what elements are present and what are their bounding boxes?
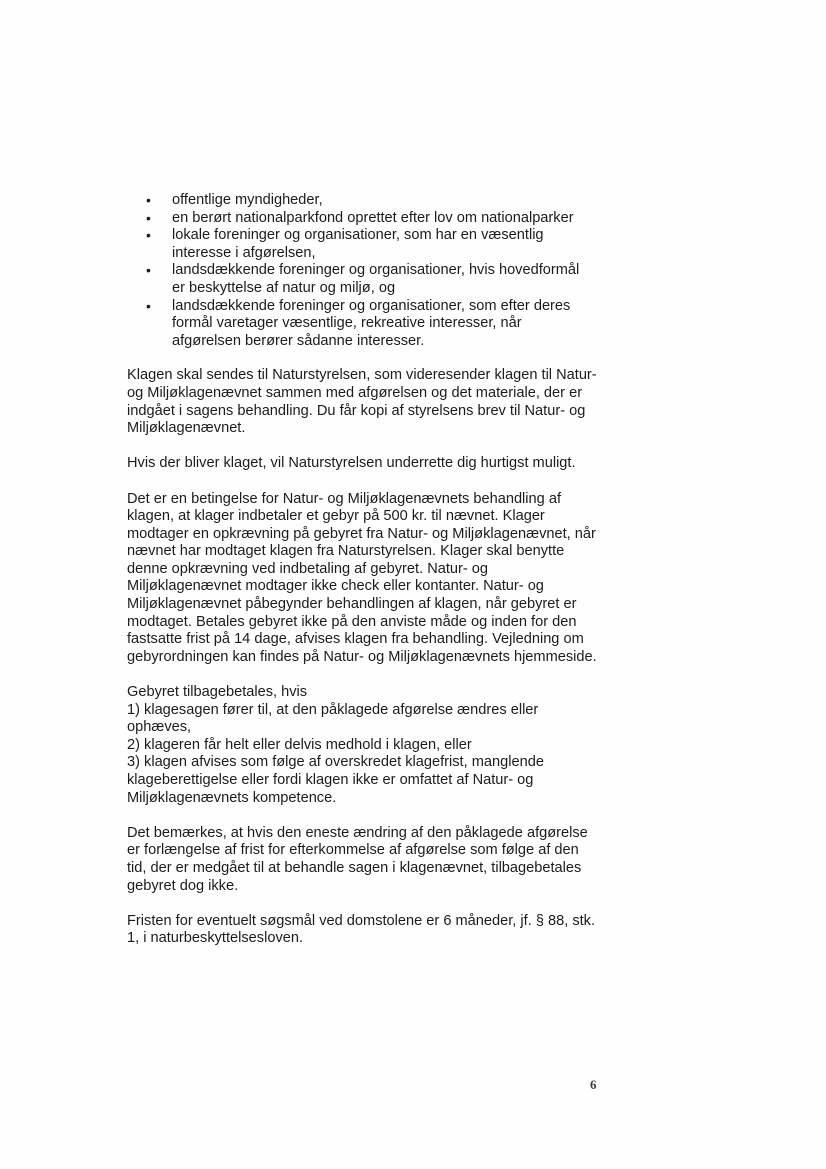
list-item (127, 210, 592, 228)
bullet-icon: • (146, 192, 151, 208)
list-item-text: offentlige myndigheder, (172, 192, 323, 208)
paragraph-exception: Det bemærkes, at hvis den eneste ændring af den påklagede afgørelse er forlængelse af frist for efterkommelse af afgørelse som følge af den tid, der er medgået til at behandle sagen i klagenævnet, tilbagebetales gebyret dog ikke. (127, 824, 588, 894)
bullet-icon: • (146, 262, 151, 279)
list-item-text: lokale foreninger og organisationer, som har en væsentlig interesse i afgørelsen, (172, 227, 544, 261)
paragraph-complaint-submission: Klagen skal sendes til Naturstyrelsen, som videresender klagen til Natur- og Miljøklagenævnet sammen med afgørelsen og det materiale, der er indgået i sagens behandling. Du får kopi af styrelsens brev til Natur- og Miljøklagenævnet. (127, 367, 597, 437)
list-item (127, 262, 592, 297)
refund-section (127, 684, 597, 807)
list-item-text: landsdækkende foreninger og organisationer, som efter deres formål varetager væsentlige, rekreative interesser, når afgørelsen berører sådanne interesser. (172, 297, 571, 349)
page-number: 6 (590, 1077, 597, 1092)
refund-intro: Gebyret tilbagebetales, hvis (127, 684, 308, 701)
bullet-icon: • (146, 209, 151, 226)
bullet-icon: • (146, 227, 151, 244)
bullet-icon: • (146, 297, 151, 314)
refund-item: 3) klagen afvises som følge af overskredet klagefrist, manglende klageberettigelse eller fordi klagen ikke er omfattet af Natur- og Miljøklagenævnets kompetence. (127, 754, 544, 806)
list-item-text: landsdækkende foreninger og organisationer, hvis hovedformål er beskyttelse af natur og miljø, og (172, 262, 580, 296)
refund-item: 2) klageren får helt eller delvis medhold i klagen, eller (127, 736, 472, 753)
document-body (127, 192, 597, 966)
paragraph-lawsuit-deadline: Fristen for eventuelt søgsmål ved domstolene er 6 måneder, jf. § 88, stk. 1, i naturbeskyttelsesloven. (127, 912, 596, 947)
list-item (127, 298, 592, 351)
list-item (127, 227, 592, 262)
paragraph-notification: Hvis der bliver klaget, vil Naturstyrelsen underrette dig hurtigst muligt. (127, 455, 576, 472)
paragraph-fee-conditions: Det er en betingelse for Natur- og Miljøklagenævnets behandling af klagen, at klager indbetaler et gebyr på 500 kr. til nævnet. Klager modtager en opkrævning på gebyret fra Natur- og Miljøklagenævnet, når nævnet har modtaget klagen fra Naturstyrelsen. Klager skal benytte denne opkrævning ved indbetaling af gebyret. Natur- og Miljøklagenævnet modtager ikke check eller kontanter. Natur- og Miljøklagenævnet påbegynder behandlingen af klagen, når gebyret er modtaget. Betales gebyret ikke på den anviste måde og inden for den fastsatte frist på 14 dage, afvises klagen fra behandling. Vejledning om gebyrordningen kan findes på Natur- og Miljøklagenævnets hjemmeside. (127, 490, 597, 665)
refund-item: 1) klagesagen fører til, at den påklagede afgørelse ændres eller ophæves, (127, 701, 539, 736)
list-item (127, 192, 592, 210)
list-item-text: en berørt nationalparkfond oprettet efter lov om nationalparker (172, 209, 574, 226)
bullet-list (127, 192, 597, 350)
